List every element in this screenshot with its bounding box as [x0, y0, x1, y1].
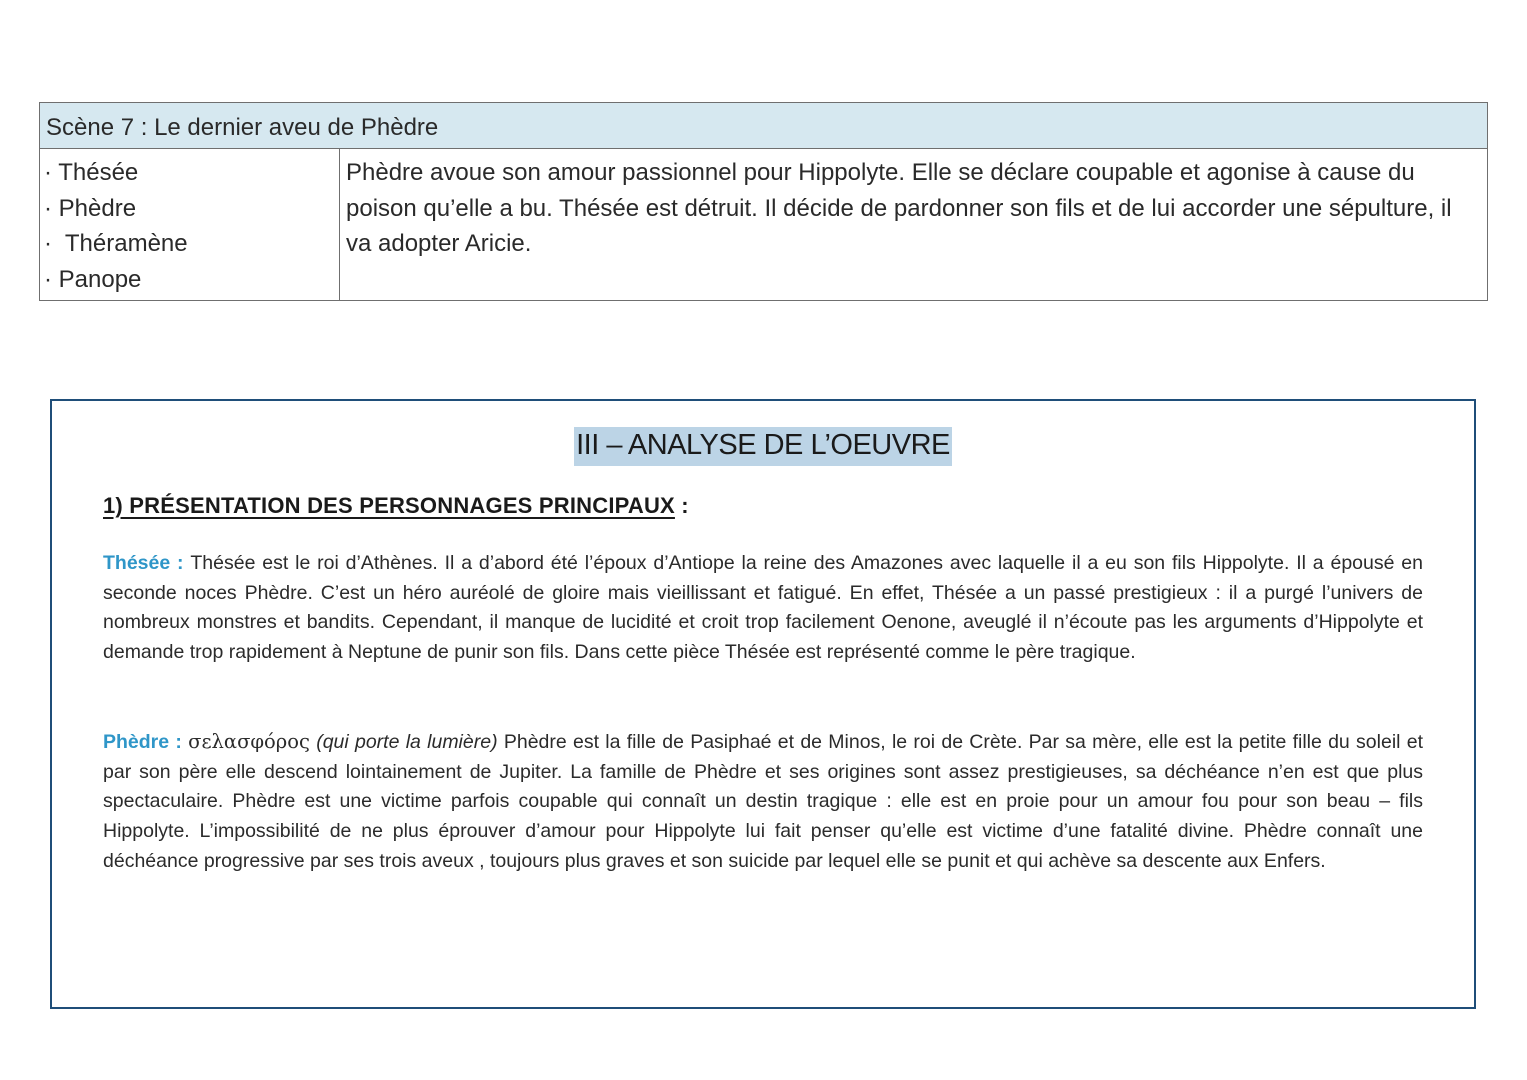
greek-epithet: σελασφόρος: [188, 730, 310, 753]
character-name-separator: :: [170, 552, 191, 574]
character-paragraph-phedre: [103, 727, 1423, 877]
analysis-box: [50, 399, 1476, 1009]
scene-title: Scène 7 : Le dernier aveu de Phèdre: [40, 103, 1487, 149]
character-name: [103, 552, 190, 574]
subsection-title-text: 1) PRÉSENTATION DES PERSONNAGES PRINCIPAUX: [103, 493, 675, 518]
epithet-gloss: (qui porte la lumière): [316, 731, 498, 753]
section-title-text: III – ANALYSE DE L’OEUVRE: [574, 427, 952, 466]
scene-table: [39, 102, 1488, 301]
character-description: Phèdre est la fille de Pasiphaé et de Minos, le roi de Crète. Par sa mère, elle est la petite fille du soleil et par son père elle descend lointainement de Jupiter. La famille de Phèdre et ses origines sont assez prestigieuses, sa déchéance n’en est que plus spectaculaire. Phèdre est une victime parfois coupable qui connaît un destin tragique : elle est en proie pour un amour fou pour son beau – fils Hippolyte. L’impossibilité de ne plus éprouver d’amour pour Hippolyte lui fait penser qu’elle est victime d’une fatalité divine. Phèdre connaît une déchéance progressive par ses trois aveux , toujours plus graves et son suicide par lequel elle se punit et qui achève sa descente aux Enfers.: [103, 731, 1424, 872]
character-description: Thésée est le roi d’Athènes. Il a d’abord été l’époux d’Antiope la reine des Amazones avec laquelle il a eu son fils Hippolyte. Il a épousé en seconde noces Phèdre. C’est un héro auréolé de gloire mais vieillissant et fatigué. En effet, Thésée a un passé prestigieux : il a purgé l’univers de nombreux monstres et bandits. Cependant, il manque de lucidité et croit trop facilement Oenone, aveuglé il n’écoute pas les arguments d’Hippolyte et demande trop rapidement à Neptune de punir son fils. Dans cette pièce Thésée est représenté comme le père tragique.: [103, 552, 1423, 664]
scene-body: [40, 149, 1487, 300]
character-name: [103, 731, 188, 753]
character-paragraph-thesee: [103, 549, 1423, 668]
section-title: [52, 427, 1474, 466]
character-name-separator: :: [169, 731, 189, 753]
scene-character: · Thésée: [44, 159, 139, 186]
scene-characters-cell: [40, 149, 340, 300]
scene-character: · Phèdre: [44, 194, 137, 222]
subsection-title-colon: :: [674, 493, 689, 518]
character-name-text: Thésée: [103, 552, 171, 574]
scene-character: · Théramène: [44, 230, 188, 257]
scene-character: · Panope: [44, 265, 142, 293]
character-name-text: Phèdre: [103, 731, 170, 753]
scene-description: Phèdre avoue son amour passionnel pour Hippolyte. Elle se déclare coupable et agonise à cause du poison qu’elle a bu. Thésée est détruit. Il décide de pardonner son fils et de lui accorder une sépulture, il va adopter Aricie.: [346, 159, 1452, 257]
subsection-title: [103, 493, 689, 519]
